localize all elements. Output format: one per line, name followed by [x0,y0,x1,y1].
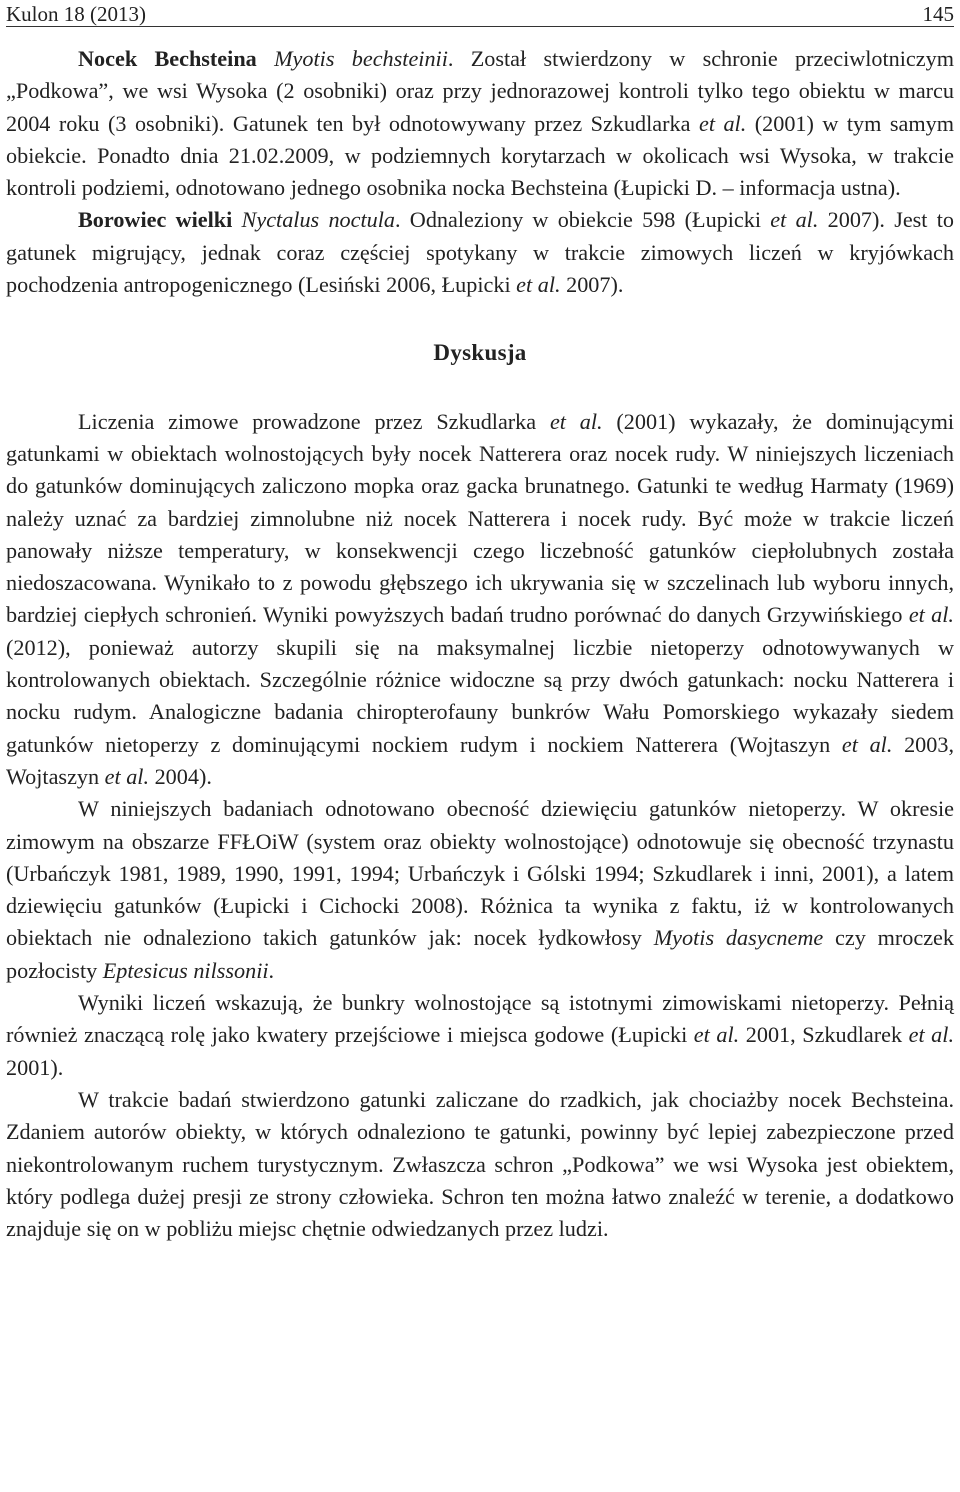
paragraph-discussion-3: Wyniki liczeń wskazują, że bunkry wolnostojące są istotnymi zimowiskami nietoperzy. Pełnią również znaczącą rolę jako kwatery przejściowe i miejsca godowe (Łupicki et al. 2001, Szkudlarek et al. 2001). [6,990,954,1080]
section-title-dyskusja: Dyskusja [433,340,527,366]
page-number: 145 [922,2,954,26]
paragraph-borowiec-wielki: Borowiec wielki Nyctalus noctula. Odnaleziony w obiekcie 598 (Łupicki et al. 2007). Jest to gatunek migrujący, jednak coraz częściej spotykany w trakcie zimowych liczeń w kryjówkach pochodzenia antropogenicznego (Lesiński 2006, Łupicki et al. 2007). [6,207,954,298]
running-header [6,0,954,27]
paragraph-discussion-2: W niniejszych badaniach odnotowano obecność dziewięciu gatunków nietoperzy. W okresie zimowym na obszarze FFŁOiW (system oraz obiekty wolnostojące) odnotowuje się obecność trzynastu (Urbańczyk 1981, 1989, 1990, 1991, 1994; Urbańczyk i Gólski 1994; Szkudlarek i inni, 2001), a latem dziewięciu gatunków (Łupicki i Cichocki 2008). Różnica ta wynika z faktu, iż w kontrolowanych obiektach nie odnaleziono takich gatunków jak: nocek łydkowłosy Myotis dasycneme czy mroczek pozłocisty Eptesicus nilssonii. [6,796,955,983]
species-latin: Eptesicus nilssonii [102,957,269,983]
article-body [6,43,954,1245]
species-latin: Myotis dasycneme [653,925,824,951]
species-name: Borowiec wielki [78,207,233,233]
journal-citation: Kulon 18 (2013) [6,2,146,26]
species-latin: Nyctalus noctula [241,207,395,233]
paragraph-nocek-bechsteina: Nocek Bechsteina Myotis bechsteinii. Został stwierdzony w schronie przeciwlotniczym „Podkowa”, we wsi Wysoka (2 osobniki) oraz przy jednorazowej kontroli tylko tego obiektu w marcu 2004 roku (3 osobniki). Gatunek ten był odnotowywany przez Szkudlarka et al. (2001) w tym samym obiekcie. Ponadto dnia 21.02.2009, w podziemnych korytarzach w okolicach wsi Wysoka, w trakcie kontroli podziemi, odnotowano jednego osobnika nocka Bechsteina (Łupicki D. – informacja ustna). [6,46,954,201]
species-name: Nocek Bechsteina [78,46,257,71]
paragraph-discussion-4: W trakcie badań stwierdzono gatunki zaliczane do rzadkich, jak chociażby nocek Bechsteina. Zdaniem autorów obiekty, w których odnaleziono te gatunki, powinny być lepiej zabezpieczone przed niekontrolowanym ruchem turystycznym. Zwłaszcza schron „Podkowa” we wsi Wysoka jest obiektem, który podlega dużej presji ze strony człowieka. Schron ten można łatwo znaleźć w terenie, a dodatkowo znajduje się on w pobliżu miejsc chętnie odwiedzanych przez ludzi. [6,1086,954,1242]
species-latin: Myotis bechsteinii [274,46,448,71]
paragraph-discussion-1: Liczenia zimowe prowadzone przez Szkudlarka et al. (2001) wykazały, że dominującymi gatunkami w obiektach wolnostojących były nocek Natterera oraz nocek rudy. W niniejszych liczeniach do gatunków dominujących zaliczono mopka oraz gacka brunatnego. Gatunki te według Harmaty (1969) należy uznać za bardziej zimnolubne niż nocek Natterera i nocek rudy. Być może w trakcie liczeń panowały niższe temperatury, w konsekwencji czego liczebność gatunków ciepłolubnych została niedoszacowana. Wynikało to z powodu głębszego ich ukrywania się w szczelinach lub wyboru innych, bardziej ciepłych schronień. Wyniki powyższych badań trudno porównać do danych Grzywińskiego et al. (2012), ponieważ autorzy skupili się na maksymalnej liczbie nietoperzy odnotowywanych w kontrolowanych obiektach. Szczególnie różnice widoczne są przy dwóch gatunkach: nocku Natterera i nocku rudym. Analogiczne badania chiropterofauny bunkrów Wału Pomorskiego wykazały siedem gatunków nietoperzy z dominującymi nockiem rudym i nockiem Natterera (Wojtaszyn et al. 2003, Wojtaszyn et al. 2004). [6,408,954,789]
